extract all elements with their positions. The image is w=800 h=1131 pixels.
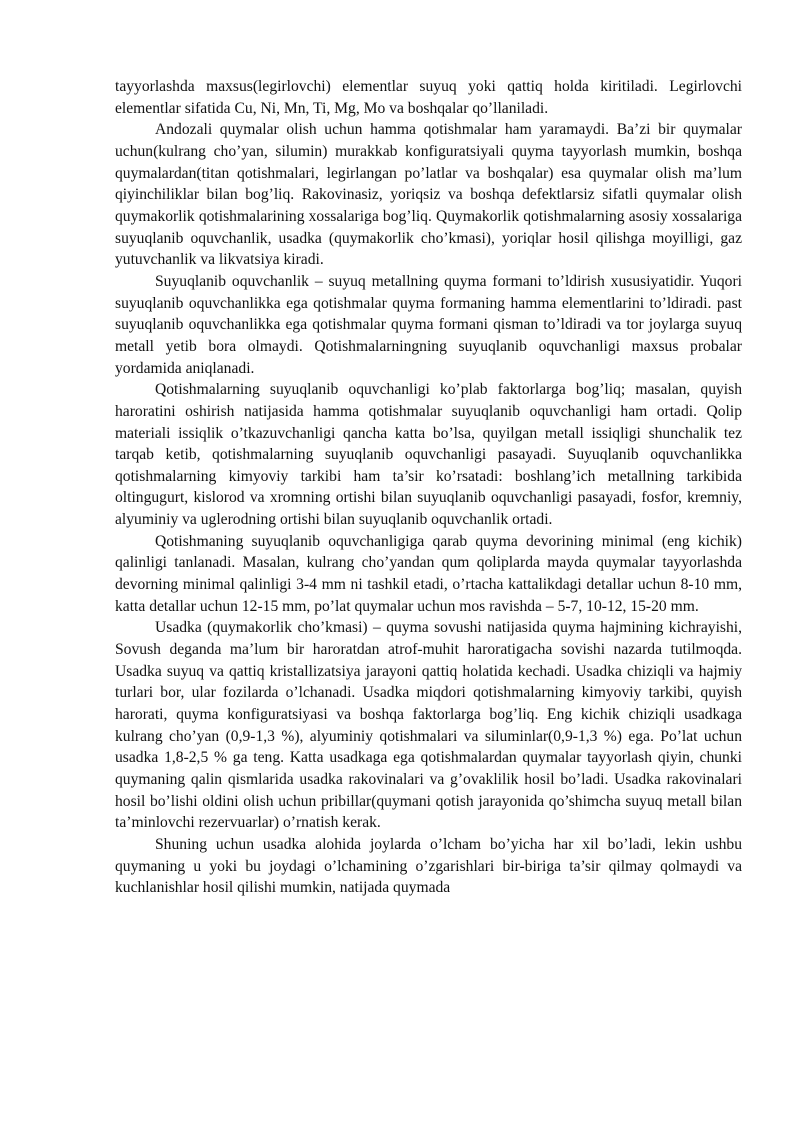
paragraph-wall-thickness: Qotishmaning suyuqlanib oquvchanligiga qarab quyma devorining minimal (eng kichik) qalinligi tanlanadi. Masalan, kulrang cho’yandan qum qoliplarda mayda quymalar tayyorlashda devorning minimal qalinligi 3-4 mm ni tashkil etadi, o’rtacha kattalikdagi detallar uchun 8-10 mm, katta detallar uchun 12-15 mm, po’lat quymalar uchun mos ravishda – 5-7, 10-12, 15-20 mm. bbox=[115, 532, 742, 615]
paragraph-fluidity-definition: Suyuqlanib oquvchanlik – suyuq metallning quyma formani to’ldirish xususiyatidir. Yuqori suyuqlanib oquvchanlikka ega qotishmalar quyma formaning hamma elementlarini to’ldiradi. past suyuqlanib oquvchanlikka ega qotishmalar quyma formani qisman to’ldiradi va tor joylarga suyuq metall yetib bora olmaydi. Qotishmalarningning suyuqlanib oquvchanligi maxsus probalar yordamida aniqlanadi. bbox=[115, 272, 742, 377]
document-page bbox=[115, 76, 742, 899]
paragraph-shrinkage: Usadka (quymakorlik cho’kmasi) – quyma sovushi natijasida quyma hajmining kichrayishi, Sovush deganda ma’lum bir haroratdan atrof-muhit haroratigacha sovishi nazarda tutilmoqda. Usadka suyuq va qattiq kristallizatsiya jarayoni qattiq holatida kechadi. Usadka chiziqli va hajmiy turlari bor, ular fozilarda o’lchanadi. Usadka miqdori qotishmalarning kimyoviy tarkibi, quyish harorati, quyma konfiguratsiyasi va boshqa faktorlarga bog’liq. Eng kichik chiziqli usadkaga kulrang cho’yan (0,9-1,3 %), alyuminiy qotishmalari va siluminlar(0,9-1,3 %) ega. Po’lat uchun usadka 1,8-2,5 % ga teng. Katta usadkaga ega qotishmalardan quymalar tayyorlash qiyin, chunki quymaning qalin qismlarida usadka rakovinalari va g’ovaklilik hosil bo’ladi. Usadka rakovinalari hosil bo’lishi oldini olish uchun pribillar(quymani qotish jarayonida qo’shimcha suyuq metall bilan ta’minlovchi rezervuarlar) o’rnatish kerak. bbox=[115, 619, 742, 832]
paragraph-casting-alloys: Andozali quymalar olish uchun hamma qotishmalar ham yaramaydi. Ba’zi bir quymalar uchun(kulrang cho’yan, silumin) murakkab konfiguratsiyali quyma tayyorlash mumkin, boshqa quymalardan(titan qotishmalari, legirlangan po’latlar va boshqalar) esa quymalar olish ma’lum qiyinchiliklar bilan bog’liq. Rakovinasiz, yoriqsiz va boshqa defektlarsiz sifatli quymalar olish quymakorlik qotishmalarining xossalariga bog’liq. Quymakorlik qotishmalarning asosiy xossalariga suyuqlanib oquvchanlik, usadka (quymakorlik cho’kmasi), yoriqlar hosil qilishga moyilligi, gaz yutuvchanlik va likvatsiya kiradi. bbox=[115, 121, 742, 269]
paragraph-fluidity-factors: Qotishmalarning suyuqlanib oquvchanligi ko’plab faktorlarga bog’liq; masalan, quyish haroratini oshirish natijasida hamma qotishmalar suyuqlanib oquvchanligi ham ortadi. Qolip materiali issiqlik o’tkazuvchanligi qancha katta bo’lsa, quyilgan metall issiqligi shunchalik tez tarqab ketib, qotishmalarning suyuqlanib oquvchanligi pasayadi. Suyuqlanib oquvchanlikka qotishmalarning kimyoviy tarkibi ham ta’sir ko’rsatadi: boshlang’ich metallning tarkibida oltingugurt, kislorod va xromning ortishi bilan suyuqlanib oquvchanligi pasayadi, fosfor, kremniy, alyuminiy va uglerodning ortishi bilan suyuqlanib oquvchanlik ortadi. bbox=[115, 381, 742, 529]
paragraph-continuation: tayyorlashda maxsus(legirlovchi) elementlar suyuq yoki qattiq holda kiritiladi. Legirlovchi elementlar sifatida Cu, Ni, Mn, Ti, Mg, Mo va boshqalar qo’llaniladi. bbox=[115, 78, 742, 117]
paragraph-shrinkage-stress: Shuning uchun usadka alohida joylarda o’lcham bo’yicha har xil bo’ladi, lekin ushbu quymaning u yoki bu joydagi o’lchamining o’zgarishlari bir-biriga ta’sir qilmay qolmaydi va kuchlanishlar hosil qilishi mumkin, natijada quymada bbox=[115, 835, 742, 897]
